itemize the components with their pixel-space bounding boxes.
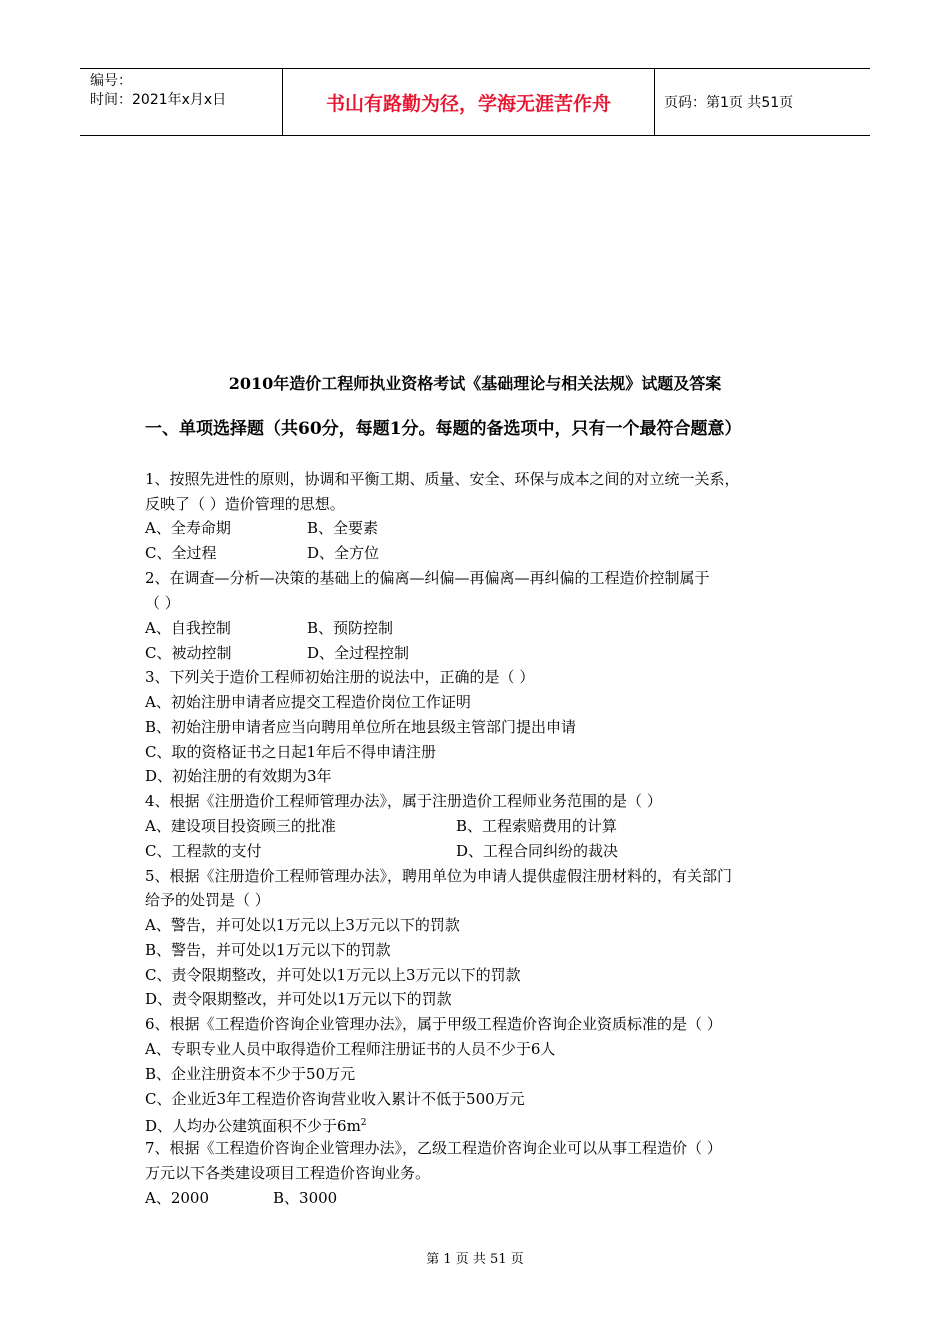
question-6-option-b: B、企业注册资本不少于50万元: [145, 1065, 356, 1083]
option-b: B、3000: [273, 1189, 338, 1207]
option-c: C、被动控制: [145, 644, 232, 662]
question-6-text: 6、根据《工程造价咨询企业管理办法》，属于甲级工程造价咨询企业资质标准的是（ ）: [145, 1015, 722, 1033]
section-heading: 一、单项选择题（共60分，每题1分。每题的备选项中，只有一个最符合题意）: [145, 419, 742, 439]
option-c: C、全过程: [145, 544, 217, 562]
question-6-option-a: A、专职专业人员中取得造价工程师注册证书的人员不少于6人: [145, 1040, 556, 1058]
page-header: [80, 68, 870, 136]
option-a: A、自我控制: [145, 619, 231, 637]
question-7-text: 7、根据《工程造价咨询企业管理办法》，乙级工程造价咨询企业可以从事工程造价（ ）: [145, 1139, 722, 1157]
question-5-option-d: D、责令限期整改，并可处以1万元以下的罚款: [145, 990, 452, 1008]
option-a: A、2000: [145, 1189, 210, 1207]
page-info: 页码：第1页 共51页: [664, 95, 794, 111]
question-4-options-row2: [145, 841, 619, 861]
option-b: B、预防控制: [307, 619, 394, 637]
question-7-text-cont: 万元以下各类建设项目工程造价咨询业务。: [145, 1164, 431, 1182]
question-5-option-b: B、警告，并可处以1万元以下的罚款: [145, 941, 391, 959]
question-3-text: 3、下列关于造价工程师初始注册的说法中，正确的是（ ）: [145, 668, 535, 686]
question-6-option-c: C、企业近3年工程造价咨询营业收入累计不低于500万元: [145, 1090, 525, 1108]
option-d: D、全过程控制: [307, 644, 410, 662]
option-d: D、工程合同纠纷的裁决: [456, 842, 619, 860]
option-c: C、工程款的支付: [145, 842, 262, 860]
question-3-option-c: C、取的资格证书之日起1年后不得申请注册: [145, 743, 437, 761]
question-5-text: 5、根据《注册造价工程师管理办法》，聘用单位为申请人提供虚假注册材料的，有关部门: [145, 867, 733, 885]
question-5-text-cont: 给予的处罚是（ ）: [145, 891, 270, 909]
question-3-option-d: D、初始注册的有效期为3年: [145, 767, 332, 785]
question-7-options-row1: [145, 1188, 338, 1208]
question-2-text-cont: （ ）: [145, 594, 180, 612]
question-3-option-a: A、初始注册申请者应提交工程造价岗位工作证明: [145, 693, 471, 711]
question-1-options-row2: [145, 543, 380, 563]
option-d-text: D、人均办公建筑面积不少于6m: [145, 1117, 361, 1135]
question-4-text: 4、根据《注册造价工程师管理办法》，属于注册造价工程师业务范围的是（ ）: [145, 792, 662, 810]
option-a: A、全寿命期: [145, 519, 231, 537]
question-2-options-row1: [145, 618, 394, 638]
option-a: A、建设项目投资顾三的批准: [145, 817, 336, 835]
question-2-text: 2、在调查—分析—决策的基础上的偏离—纠偏—再偏离—再纠偏的工程造价控制属于: [145, 569, 710, 587]
time-label: 时间：2021年x月x日: [90, 92, 227, 108]
question-1-text: 1、按照先进性的原则，协调和平衡工期、质量、安全、环保与成本之间的对立统一关系，: [145, 470, 740, 488]
question-1-text-cont: 反映了（ ）造价管理的思想。: [145, 495, 345, 513]
motto: 书山有路勤为径，学海无涯苦作舟: [283, 69, 655, 135]
page-footer: 第 1 页 共 51 页: [426, 1252, 524, 1267]
question-2-options-row2: [145, 643, 410, 663]
question-4-options-row1: [145, 816, 618, 836]
header-left-cell: [80, 69, 283, 135]
option-b: B、工程索赔费用的计算: [456, 817, 618, 835]
option-d: D、全方位: [307, 544, 380, 562]
superscript: 2: [360, 1118, 367, 1128]
document-title: 2010年造价工程师执业资格考试《基础理论与相关法规》试题及答案: [228, 374, 722, 393]
question-3-option-b: B、初始注册申请者应当向聘用单位所在地县级主管部门提出申请: [145, 718, 577, 736]
question-6-option-d: [145, 1113, 367, 1136]
code-label: 编号：: [90, 73, 132, 89]
option-b: B、全要素: [307, 519, 379, 537]
question-5-option-c: C、责令限期整改，并可处以1万元以上3万元以下的罚款: [145, 966, 521, 984]
question-5-option-a: A、警告，并可处以1万元以上3万元以下的罚款: [145, 916, 460, 934]
question-1-options-row1: [145, 518, 379, 538]
